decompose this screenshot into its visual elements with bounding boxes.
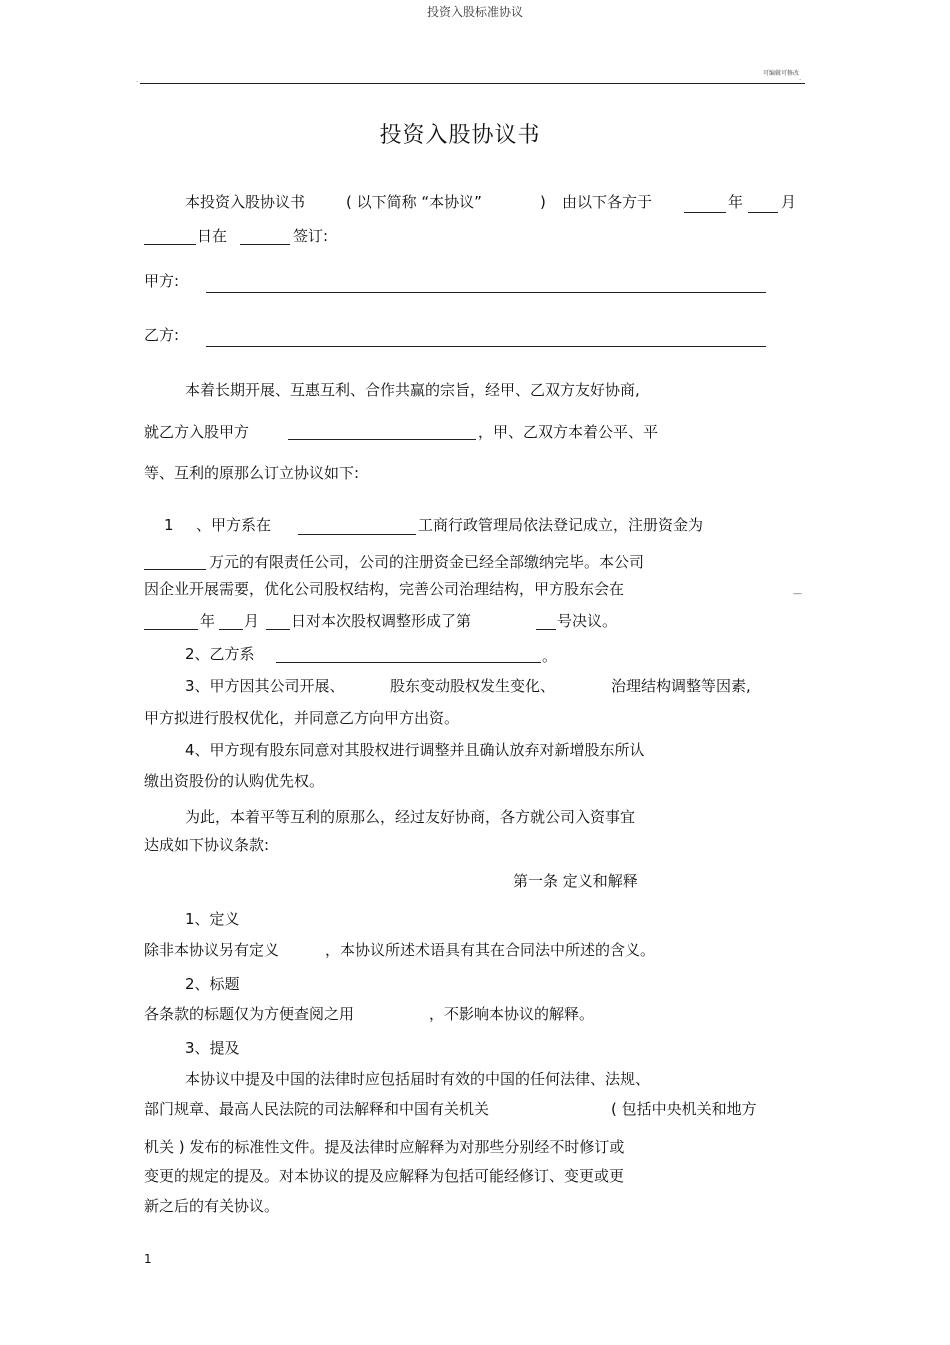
blank-clause1-year[interactable] — [144, 629, 198, 630]
therefore-a: 为此，本着平等互利的原那么，经过友好协商，各方就公司入资事宜 — [185, 808, 636, 826]
clause1-year: 年 — [200, 612, 216, 630]
party-a-line[interactable] — [206, 292, 766, 293]
intro-line-2a: 就乙方入股甲方 — [144, 423, 250, 441]
blank-clause1-month[interactable] — [219, 629, 243, 630]
blank-clause1-registry[interactable] — [298, 534, 416, 535]
def-heading-2: 2、标题 — [185, 975, 240, 993]
clause4-a: 4、甲方现有股东同意对其股权进行调整并且确认放弃对新增股东所认 — [185, 741, 645, 759]
blank-month-preamble[interactable] — [748, 212, 778, 213]
clause3-a: 3、甲方因其公司开展、 — [185, 677, 345, 695]
blank-year-preamble[interactable] — [684, 212, 726, 213]
party-b-line[interactable] — [206, 346, 766, 347]
clause1-resolution: 号决议。 — [557, 612, 618, 630]
def-heading-1: 1、定义 — [185, 910, 240, 928]
intro-line-3: 等、互利的原那么订立协议如下: — [144, 464, 360, 482]
preamble-month: 月 — [781, 193, 797, 211]
clause3-c: 治理结构调整等因素, — [611, 677, 751, 695]
preamble-signed: 签订: — [293, 227, 329, 245]
def-para-3-line2b: ( 包括中央机关和地方 — [611, 1100, 757, 1118]
clause1-day: 日对本次股权调整形成了第 — [291, 612, 472, 630]
therefore-b: 达成如下协议条款: — [144, 836, 270, 854]
def-para-3-line5: 新之后的有关协议。 — [144, 1197, 280, 1215]
clause4-b: 缴出资股份的认购优先权。 — [144, 772, 325, 790]
header-rule — [140, 83, 805, 84]
preamble-day: 日在 — [197, 227, 228, 245]
header-mark-left: · — [136, 78, 139, 86]
blank-clause2[interactable] — [276, 662, 541, 663]
clause1-month: 月 — [244, 612, 260, 630]
clause2-end: 。 — [542, 647, 558, 665]
def-para-2b: ，不影响本协议的解释。 — [429, 1005, 595, 1023]
clause2-a: 2、乙方系 — [185, 645, 255, 663]
def-para-3-line1: 本协议中提及中国的法律时应包括届时有效的中国的任何法律、法规、 — [185, 1070, 651, 1088]
blank-clause1-capital[interactable] — [144, 569, 206, 570]
blank-clause1-day[interactable] — [266, 629, 290, 630]
def-para-3-line2a: 部门规章、最高人民法院的司法解释和中国有关机关 — [144, 1100, 490, 1118]
preamble-text-3: ) — [540, 193, 546, 211]
def-para-1a: 除非本协议另有定义 — [144, 941, 280, 959]
clause1-number: 1 — [164, 516, 174, 534]
clause1-d: 因企业开展需要，优化公司股权结构，完善公司治理结构，甲方股东会在 — [144, 580, 625, 598]
blank-place-preamble[interactable] — [240, 244, 290, 245]
header-doc-title: 投资入股标准协议 — [426, 5, 523, 19]
margin-mark: — — [793, 589, 802, 599]
preamble-text-2: ( 以下简称 “本协议” — [346, 193, 482, 211]
blank-day-preamble[interactable] — [144, 244, 196, 245]
intro-line-1: 本着长期开展、互惠互利、合作共赢的宗旨，经甲、乙双方友好协商, — [185, 381, 640, 399]
clause3-b: 股东变动股权发生变化、 — [390, 677, 556, 695]
preamble-text-1: 本投资入股协议书 — [185, 193, 306, 211]
document-title: 投资入股协议书 — [379, 123, 541, 148]
header-right-note: 可编辑可修改 — [763, 70, 800, 77]
clause1-a: 、甲方系在 — [196, 516, 272, 534]
blank-clause1-resolution[interactable] — [536, 629, 556, 630]
header-mark-right: · — [799, 76, 802, 84]
clause3-d: 甲方拟进行股权优化，并同意乙方向甲方出资。 — [144, 709, 460, 727]
page-number: 1 — [144, 1252, 152, 1266]
def-para-2a: 各条款的标题仅为方便查阅之用 — [144, 1005, 355, 1023]
blank-intro-company[interactable] — [288, 439, 476, 440]
def-para-1b: ，本协议所述术语具有其在合同法中所述的含义。 — [325, 941, 656, 959]
preamble-text-4: 由以下各方于 — [562, 193, 653, 211]
intro-line-2b: ，甲、乙双方本着公平、平 — [478, 423, 659, 441]
preamble-year: 年 — [728, 193, 744, 211]
def-para-3-line4: 变更的规定的提及。对本协议的提及应解释为包括可能经修订、变更或更 — [144, 1167, 625, 1185]
party-a-label: 甲方: — [144, 272, 180, 290]
article1-heading: 第一条 定义和解释 — [513, 872, 638, 890]
clause1-c: 万元的有限责任公司，公司的注册资金已经全部缴纳完毕。本公司 — [209, 553, 645, 571]
def-para-3-line3: 机关 ) 发布的标准性文件。提及法律时应解释为对那些分别经不时修订或 — [144, 1138, 625, 1156]
clause1-b: 工商行政管理局依法登记成立，注册资金为 — [418, 516, 704, 534]
party-b-label: 乙方: — [144, 326, 180, 344]
def-heading-3: 3、提及 — [185, 1039, 240, 1057]
